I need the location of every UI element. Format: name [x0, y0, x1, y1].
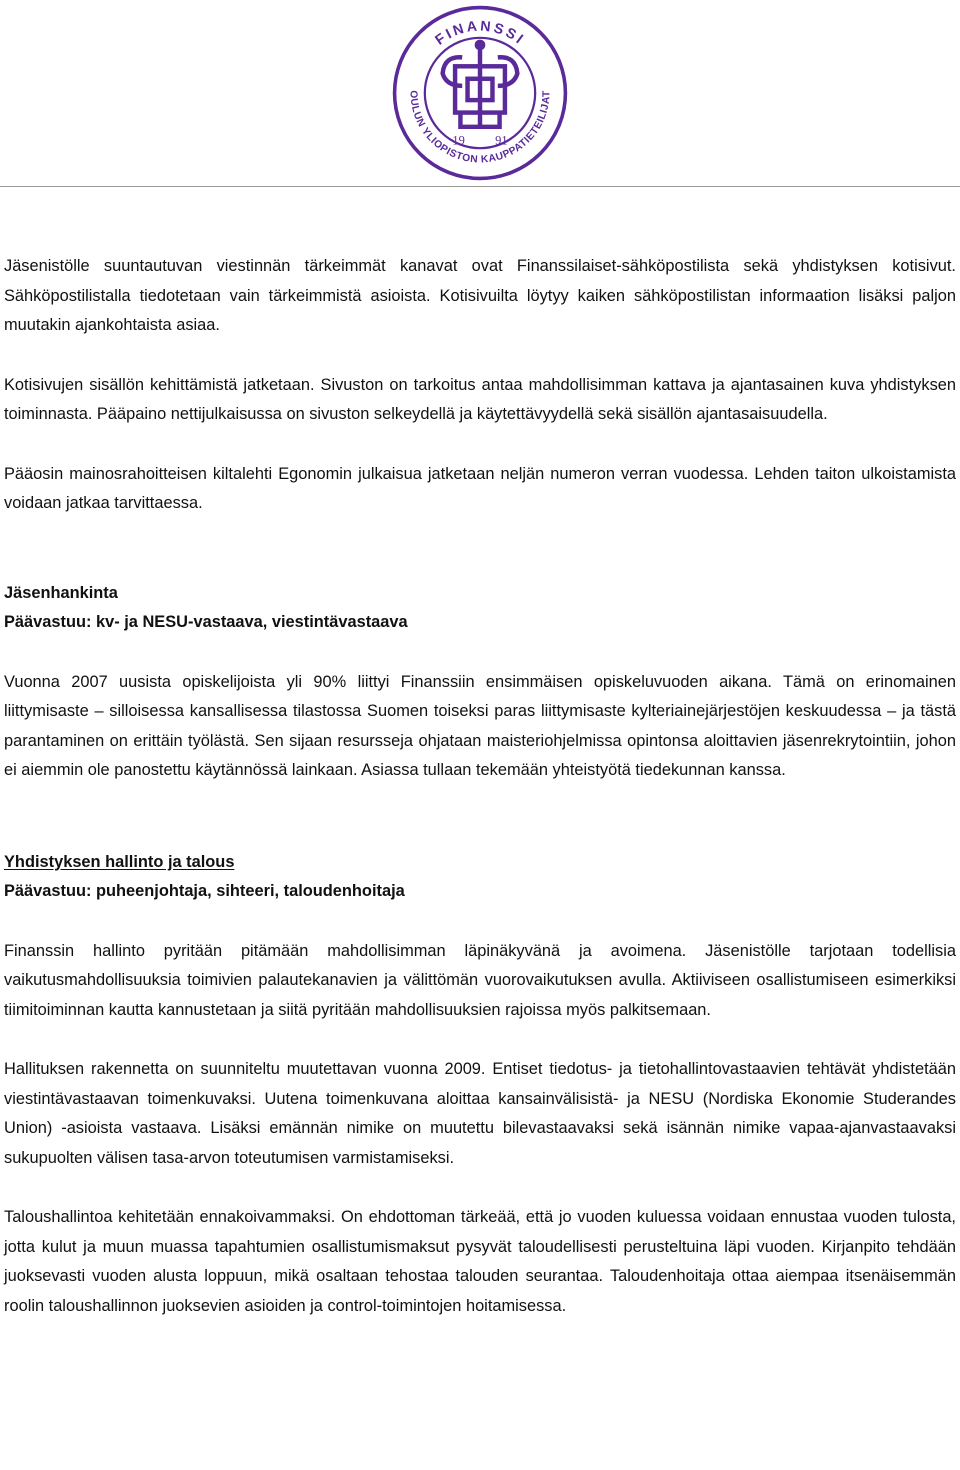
section-responsible-hallinto: Päävastuu: puheenjohtaja, sihteeri, taloudenhoitaja	[4, 882, 405, 900]
paragraph-kotisivut: Kotisivujen sisällön kehittämistä jatketaan. Sivuston on tarkoitus antaa mahdollisimman kattava ja ajantasainen kuva yhdistyksen toiminnasta. Pääpaino nettijulkaisussa on sivuston selkeydellä ja käytettävyydellä sekä sisällön ajantasaisuudella.	[4, 375, 956, 423]
logo-ring-text-bottom: OULUN YLIOPISTON KAUPPATIETEILIJAT	[407, 90, 553, 166]
paragraph-viestinta-kanavat: Jäsenistölle suuntautuvan viestinnän tärkeimmät kanavat ovat Finanssilaiset-sähköpostilista sekä yhdistyksen kotisivut. Sähköpostilistalla tiedotetaan vain tärkeimmistä asioista. Kotisivuilta löytyy kaiken sähköpostilistan informaation lisäksi paljon muutakin ajankohtaista asiaa.	[4, 257, 956, 334]
section-title-jasenhankinta: Jäsenhankinta	[4, 583, 118, 602]
logo-year-right: 91	[495, 133, 508, 148]
logo-ring-text-top: FINANSSI	[432, 18, 528, 49]
document-body	[4, 252, 956, 1321]
paragraph-hallinto-avoimuus: Finanssin hallinto pyritään pitämään mahdollisimman läpinäkyvänä ja avoimena. Jäsenistölle tarjotaan todellisia vaikutusmahdollisuuksia toimivien palautekanavien ja välittömän vuorovaikutuksen avulla. Aktiiviseen osallistumiseen esimerkiksi tiimitoiminnan kautta kannustetaan ja siitä pyritään mahdollisuuksien rajoissa myös palkitsemaan.	[4, 941, 956, 1019]
header-divider	[0, 186, 960, 187]
tower-emblem-icon	[443, 49, 518, 129]
paragraph-hallitus-rakenne: Hallituksen rakennetta on suunniteltu muutettavan vuonna 2009. Entiset tiedotus- ja tietohallintovastaavien tehtävät yhdistetään viestintävastaavan toimenkuvaksi. Uutena toimenkuvana aloittaa kansainvälisistä- ja NESU (Nordiska Ekonomie Studerandes Union) -asioista vastaava. Lisäksi emännän nimike on muutettu bilevastaavaksi sekä isännän nimike vapaa-ajanvastaavaksi sukupuolten välisen tasa-arvon toteutumisen varmistamiseksi.	[4, 1060, 956, 1167]
logo-year-left: 19	[452, 133, 465, 148]
header-logo-area	[0, 0, 960, 186]
paragraph-jasenhankinta: Vuonna 2007 uusista opiskelijoista yli 90% liittyi Finanssiin ensimmäisen opiskeluvuoden aikana. Tämä on erinomainen liittymisaste – silloisessa kansallisessa tilastossa Suomen toiseksi paras liittymisaste kylteriainejärjestöjen keskuudessa – ja tästä parantaminen on erittäin työlästä. Sen sijaan resursseja ohjataan maisteriohjelmissa opintonsa aloittavien jäsenrekrytointiin, johon ei aiemmin ole panostettu käytännössä lainkaan. Asiassa tullaan tekemään yhteistyötä tiedekunnan kanssa.	[4, 672, 956, 779]
section-responsible-jasenhankinta: Päävastuu: kv- ja NESU-vastaava, viestintävastaava	[4, 613, 408, 631]
paragraph-taloushallinto: Taloushallintoa kehitetään ennakoivammaksi. On ehdottoman tärkeää, että jo vuoden kuluessa voidaan ennustaa vuoden tulosta, jotta kulut ja muun muassa tapahtumien osallistumismaksut pysyvät taloudellisesti perusteltuina läpi vuoden. Kirjanpito tehdään juoksevasti vuoden alusta loppuun, mikä osaltaan tehostaa talouden seurantaa. Taloudenhoitaja ottaa aiempaa itsenäisemmän roolin taloushallinnon juoksevien asioiden ja control-toimintojen hoitamisessa.	[4, 1208, 956, 1315]
paragraph-egonomi: Pääosin mainosrahoitteisen kiltalehti Egonomin julkaisua jatketaan neljän numeron verran vuodessa. Lehden taiton ulkoistamista voidaan jatkaa tarvittaessa.	[4, 464, 956, 512]
finanssi-seal-logo	[391, 4, 569, 182]
section-title-hallinto: Yhdistyksen hallinto ja talous	[4, 852, 235, 871]
